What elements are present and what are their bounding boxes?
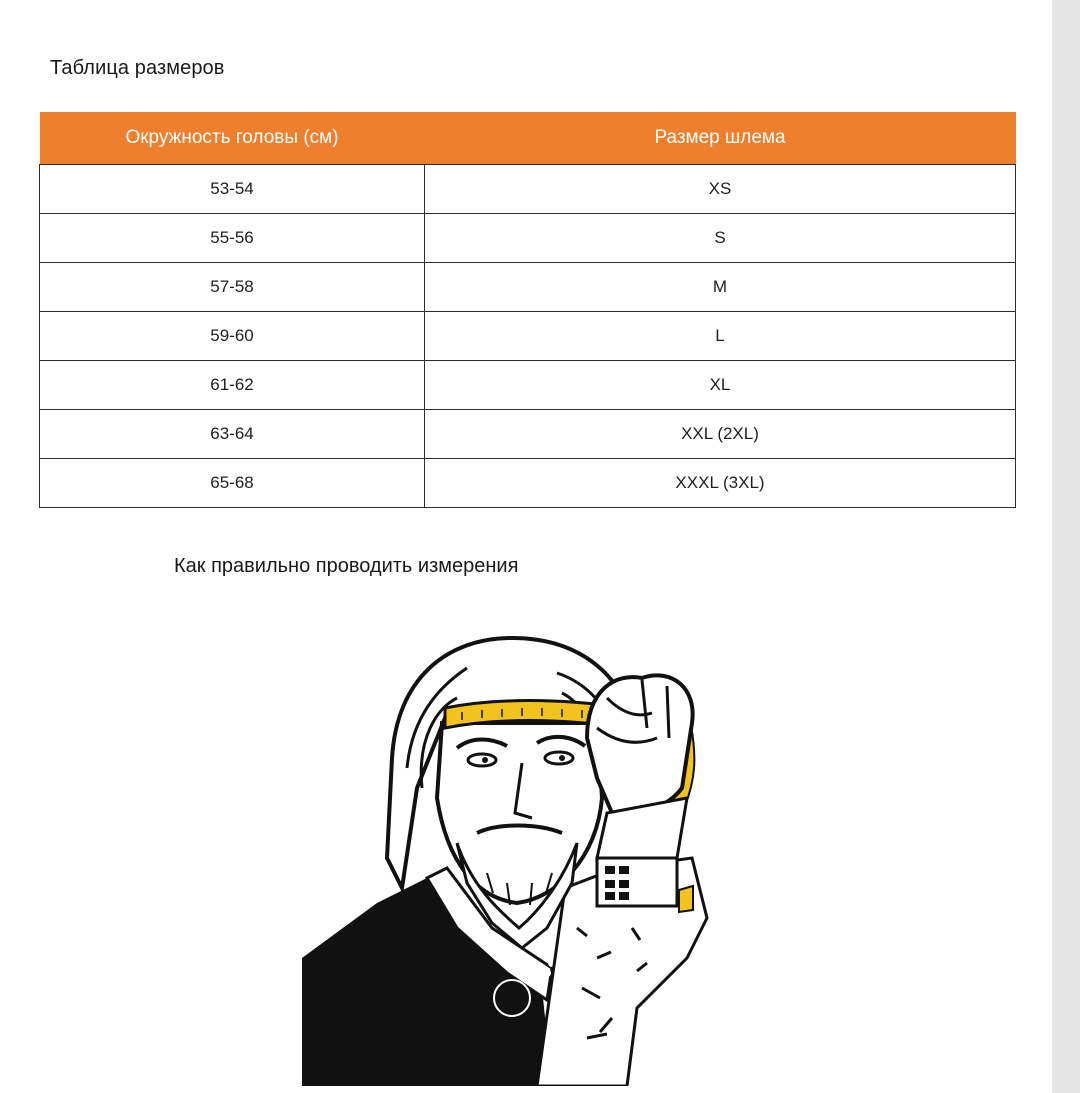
table-row xyxy=(40,410,1016,459)
helmet-size-cell: XS xyxy=(425,165,1016,214)
helmet-size-cell: M xyxy=(425,263,1016,312)
tape-end xyxy=(679,886,693,912)
head-circumference-cell: 61-62 xyxy=(40,361,425,410)
head-circumference-cell: 63-64 xyxy=(40,410,425,459)
table-row xyxy=(40,459,1016,508)
table-header-row xyxy=(40,112,1016,165)
table-row xyxy=(40,361,1016,410)
wristband-stud xyxy=(619,892,629,900)
measurement-instructions-heading: Как правильно проводить измерения xyxy=(174,555,519,577)
wristband-stud xyxy=(605,880,615,888)
helmet-size-cell: XXL (2XL) xyxy=(425,410,1016,459)
head-measurement-illustration xyxy=(297,628,767,1086)
header-head-circumference: Окружность головы (см) xyxy=(40,112,425,165)
hand xyxy=(587,675,693,814)
head-circumference-cell: 53-54 xyxy=(40,165,425,214)
table-row xyxy=(40,214,1016,263)
helmet-size-cell: XL xyxy=(425,361,1016,410)
pupil xyxy=(559,755,565,761)
table-row xyxy=(40,165,1016,214)
helmet-size-cell: XXXL (3XL) xyxy=(425,459,1016,508)
wristband-stud xyxy=(619,880,629,888)
page-gutter xyxy=(1052,0,1080,1093)
helmet-size-cell: S xyxy=(425,214,1016,263)
jacket-rivet xyxy=(543,969,551,977)
helmet-size-cell: L xyxy=(425,312,1016,361)
table-row xyxy=(40,263,1016,312)
pupil xyxy=(482,757,488,763)
head-circumference-cell: 59-60 xyxy=(40,312,425,361)
wristband-stud xyxy=(605,866,615,874)
head-circumference-cell: 55-56 xyxy=(40,214,425,263)
table-row xyxy=(40,312,1016,361)
size-chart-table xyxy=(39,112,1016,508)
wristband-stud xyxy=(605,892,615,900)
head-circumference-cell: 65-68 xyxy=(40,459,425,508)
wristband-stud xyxy=(619,866,629,874)
page-title: Таблица размеров xyxy=(50,57,225,79)
jacket-patch-13 xyxy=(494,980,530,1016)
head-circumference-cell: 57-58 xyxy=(40,263,425,312)
header-helmet-size: Размер шлема xyxy=(425,112,1016,165)
